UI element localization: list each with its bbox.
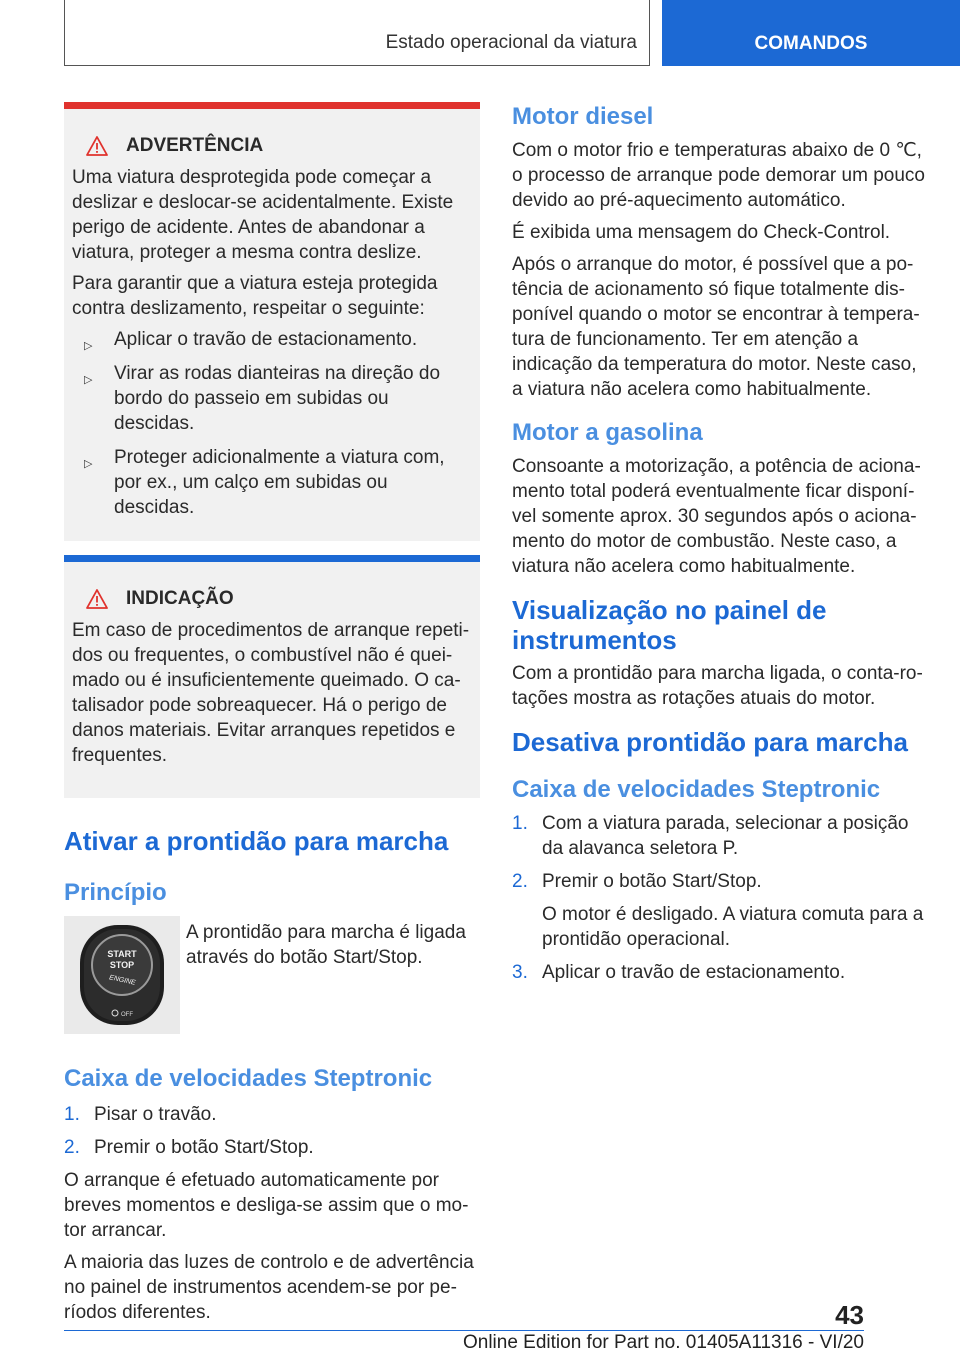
- body-paragraph: O arranque é efetuado automaticamente por breves momentos e desliga-se assim que o motor arrancar.: [64, 1170, 469, 1241]
- principle-block: [64, 916, 480, 1034]
- body-paragraph: A maioria das luzes de controlo e de advertência no painel de instrumentos acendem-se por períodos diferentes.: [64, 1252, 474, 1323]
- step-item: [64, 1102, 480, 1127]
- notice-title-text: INDICAÇÃO: [126, 588, 234, 609]
- start-stop-button-icon: [74, 921, 170, 1029]
- warning-list-text: Proteger adicionalmente a viatura com, por ex., um calço em subidas ou descidas.: [114, 447, 445, 518]
- chapter-tab[interactable]: COMANDOS: [662, 0, 960, 66]
- notice-box: [64, 555, 480, 798]
- section-heading: Desativa prontidão para marcha: [512, 727, 908, 757]
- step-item: [512, 811, 930, 861]
- steps-list: [512, 960, 930, 985]
- warning-title-text: ADVERTÊNCIA: [126, 135, 264, 156]
- button-off-label: OFF: [121, 1012, 133, 1018]
- step-number: 2.: [64, 1137, 80, 1158]
- warning-list-item: [84, 361, 472, 436]
- subsection-heading: Caixa de velocidades Steptronic: [512, 776, 881, 803]
- step-item: [64, 1135, 480, 1160]
- step-item: [512, 869, 930, 894]
- right-column: [512, 102, 930, 993]
- step-number: 3.: [512, 962, 528, 983]
- start-stop-button-image: [64, 916, 180, 1034]
- subsection-heading: Caixa de velocidades Steptronic: [64, 1065, 433, 1092]
- step-subtext: O motor é desligado. A viatura comuta para a prontidão operacional.: [542, 904, 924, 950]
- step-item: [512, 960, 930, 985]
- button-engine-label: ENGINE: [108, 974, 137, 987]
- section-heading: Ativar a prontidão para marcha: [64, 826, 449, 856]
- body-paragraph: Consoante a motorização, a potência de acionamento total poderá eventualmente ficar disponível somente aprox. 30 segundos após o acionamento do motor de combustão. Neste caso, a viatura não acelera como habitualmente.: [512, 456, 921, 577]
- button-stop-label: STOP: [109, 960, 135, 970]
- steps-list: [512, 811, 930, 894]
- step-number: 1.: [64, 1104, 80, 1125]
- steps-list: [64, 1102, 480, 1160]
- notice-paragraph: Em caso de procedimentos de arranque repetidos ou frequentes, o combustível não é queimado ou é insuficientemente queimado. O catalisador pode sobreaquecer. Há o perigo de danos materiais. Evitar arranques repetidos e frequentes.: [72, 620, 470, 766]
- warning-title: [72, 135, 472, 157]
- footer-divider: [64, 1330, 864, 1331]
- body-paragraph: Com a prontidão para marcha ligada, o conta-rotações mostra as rotações atuais do motor.: [512, 663, 923, 709]
- warning-triangle-icon: [86, 136, 108, 156]
- warning-paragraph: Para garantir que a viatura esteja protegida contra deslizamento, respeitar o seguinte:: [72, 273, 438, 319]
- body-paragraph: Após o arranque do motor, é possível que a potência de acionamento só fique totalmente disponível quando o motor se encontrar à temperatura de funcionamento. Ter em atenção a indicação da temperatura do motor. Neste caso, a viatura não acelera como habitualmente.: [512, 254, 920, 400]
- step-text: Aplicar o travão de estacionamento.: [542, 962, 846, 983]
- list-triangle-icon: ▷: [84, 374, 93, 386]
- section-heading: Visualização no painel de instrumentos: [512, 595, 827, 655]
- body-paragraph: Com o motor frio e temperaturas abaixo de 0 ℃, o processo de arranque pode demorar um pouco devido ao pré-aquecimento automático.: [512, 140, 925, 211]
- step-number: 1.: [512, 813, 528, 834]
- section-title: Estado operacional da viatura: [64, 0, 650, 66]
- page-number: 43: [835, 1300, 864, 1330]
- subsection-heading: Motor diesel: [512, 103, 654, 130]
- principle-text: A prontidão para marcha é ligada através do botão Start/Stop.: [186, 922, 466, 968]
- warning-paragraph: Uma viatura desprotegida pode começar a deslizar e deslocar-se acidentalmente. Existe perigo de acidente. Antes de abandonar a viatura, proteger a mesma contra deslize.: [72, 167, 454, 263]
- step-text: Premir o botão Start/Stop.: [542, 871, 762, 892]
- step-text: Com a viatura parada, selecionar a posição da alavanca seletora P.: [542, 813, 909, 859]
- warning-box: [64, 102, 480, 541]
- step-number: 2.: [512, 871, 528, 892]
- list-triangle-icon: ▷: [84, 340, 93, 352]
- warning-list: [84, 327, 472, 520]
- warning-list-item: [84, 445, 472, 520]
- warning-list-text: Aplicar o travão de estacionamento.: [114, 329, 418, 350]
- button-start-label: START: [107, 949, 137, 959]
- step-text: Premir o botão Start/Stop.: [94, 1137, 314, 1158]
- subsection-heading: Princípio: [64, 879, 167, 906]
- step-text: Pisar o travão.: [94, 1104, 217, 1125]
- warning-list-item: [84, 327, 472, 352]
- notice-title: [72, 588, 472, 610]
- subsection-heading: Motor a gasolina: [512, 419, 703, 446]
- edition-note: Online Edition for Part no. 01405A11316 - VI/20: [462, 1332, 864, 1353]
- body-paragraph: É exibida uma mensagem do Check-Control.: [512, 222, 891, 243]
- page-header: [64, 0, 960, 66]
- list-triangle-icon: ▷: [84, 458, 93, 470]
- left-column: [64, 102, 480, 1332]
- warning-triangle-icon: [86, 589, 108, 609]
- warning-list-text: Virar as rodas dianteiras na direção do bordo do passeio em subidas ou descidas.: [114, 363, 441, 434]
